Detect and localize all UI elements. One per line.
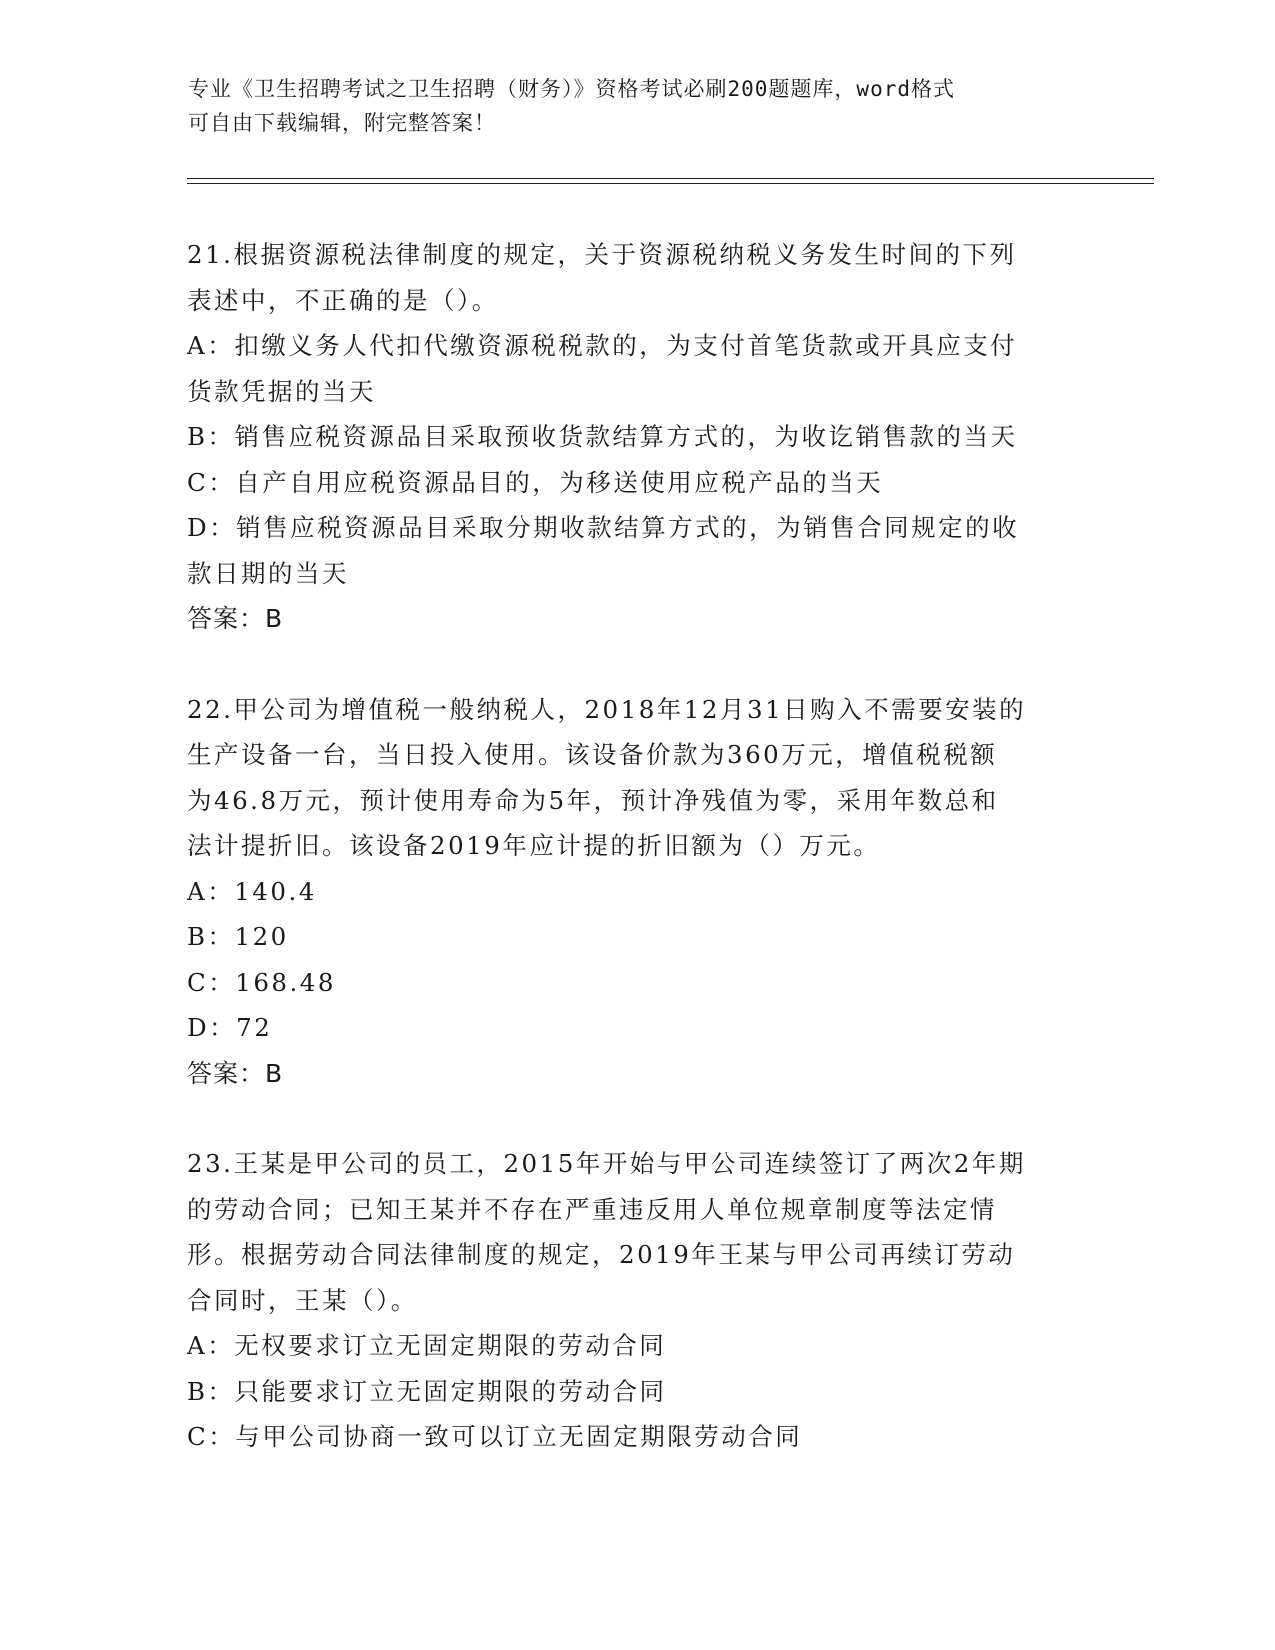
option-c: C：168.48 [187, 967, 336, 997]
header-divider-top [187, 178, 1154, 179]
question-22 [187, 687, 1087, 1097]
header-line-2: 可自由下载编辑，附完整答案！ [188, 111, 496, 135]
option-a-continued: 货款凭据的当天 [187, 376, 376, 406]
question-23 [187, 1141, 1087, 1460]
option-d: D：销售应税资源品目采取分期收款结算方式的，为销售合同规定的收 [187, 513, 1020, 542]
question-list [187, 232, 1087, 1505]
question-stem-line: 生产设备一台，当日投入使用。该设备价款为360万元，增值税税额 [187, 740, 998, 769]
option-a: A：无权要求订立无固定期限的劳动合同 [187, 1331, 667, 1360]
option-c: C：与甲公司协商一致可以订立无固定期限劳动合同 [187, 1422, 803, 1451]
question-stem-line: 的劳动合同；已知王某并不存在严重违反用人单位规章制度等法定情 [187, 1194, 997, 1224]
question-stem-line: 形。根据劳动合同法律制度的规定，2019年王某与甲公司再续订劳动 [187, 1240, 1016, 1269]
question-21 [187, 232, 1087, 642]
option-b: B：120 [187, 922, 289, 951]
question-stem-line: 23.王某是甲公司的员工，2015年开始与甲公司连续签订了两次2年期 [187, 1149, 1026, 1178]
question-stem-line: 22.甲公司为增值税一般纳税人，2018年12月31日购入不需要安装的 [187, 694, 1027, 724]
question-stem-line: 表述中，不正确的是（）。 [187, 285, 499, 315]
option-a: A：扣缴义务人代扣代缴资源税税款的，为支付首笔货款或开具应支付 [187, 331, 1018, 360]
header-divider-bottom [187, 183, 1154, 184]
question-stem-line: 为46.8万元，预计使用寿命为5年，预计净残值为零，采用年数总和 [187, 785, 999, 815]
question-stem-line: 合同时，王某（）。 [187, 1285, 418, 1315]
question-stem-line: 21.根据资源税法律制度的规定，关于资源税纳税义务发生时间的下列 [187, 240, 1017, 269]
header-line-1: 专业《卫生招聘考试之卫生招聘（财务）》资格考试必刷200题题库，word格式 [188, 77, 955, 101]
option-c: C：自产自用应税资源品目的，为移送使用应税产品的当天 [187, 467, 884, 497]
option-a: A：140.4 [187, 876, 317, 906]
option-d: D：72 [187, 1013, 273, 1042]
option-d-continued: 款日期的当天 [187, 558, 349, 588]
option-b: B：只能要求订立无固定期限的劳动合同 [187, 1376, 667, 1406]
document-header [188, 72, 1068, 140]
answer-label: 答案：B [187, 1058, 284, 1088]
option-b: B：销售应税资源品目采取预收货款结算方式的，为收讫销售款的当天 [187, 422, 1018, 451]
question-stem-line: 法计提折旧。该设备2019年应计提的折旧额为（）万元。 [187, 831, 881, 860]
answer-label: 答案：B [187, 604, 284, 633]
